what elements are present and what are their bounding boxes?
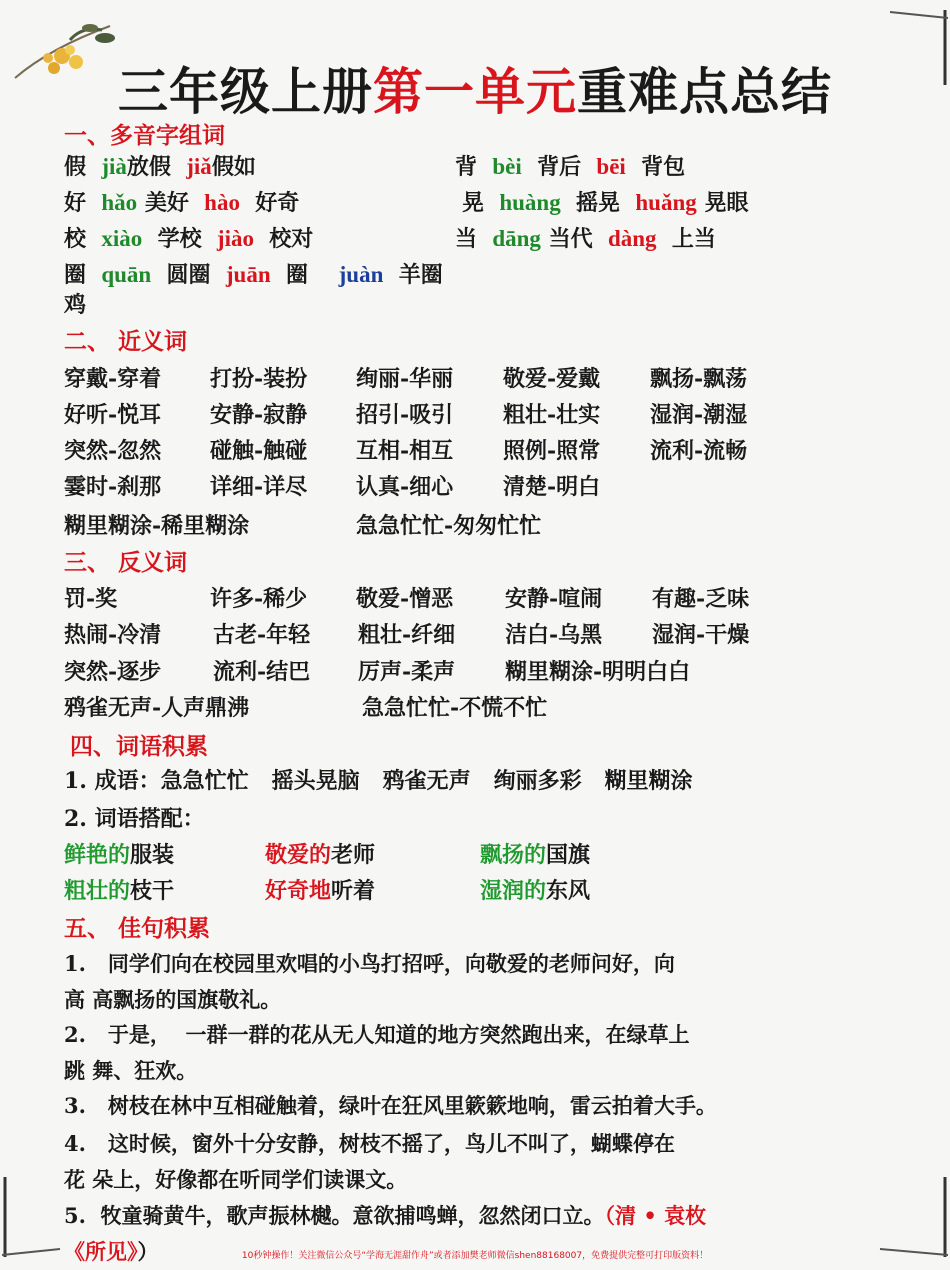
collocation-item bbox=[480, 838, 590, 869]
sentence-line: 4. 这时候，窗外十分安静，树枝不摇了，鸟儿不叫了，蝴蝶停在 bbox=[64, 1131, 675, 1156]
title-part-3: 重难点总结 bbox=[577, 63, 832, 121]
polyphone-row bbox=[64, 222, 313, 253]
polyphone-char: 鸡 bbox=[64, 292, 87, 318]
polyphone-row bbox=[455, 222, 716, 253]
sentence-line: 跳 舞、狂欢。 bbox=[64, 1058, 198, 1083]
pinyin: juān bbox=[225, 262, 271, 287]
sentence-line: 高 高飘扬的国旗敬礼。 bbox=[64, 987, 282, 1012]
collocation-modifier: 鲜艳的 bbox=[64, 842, 131, 868]
synonym-pair: 突然-忽然 bbox=[64, 438, 162, 464]
pinyin: huǎng bbox=[635, 190, 697, 215]
antonym-pair: 湿润-干燥 bbox=[652, 622, 750, 648]
word: 当代 bbox=[548, 226, 593, 252]
antonym-pair: 鸦雀无声-人声鼎沸 bbox=[64, 695, 250, 721]
pinyin: xiào bbox=[101, 226, 143, 251]
sentence-item bbox=[64, 1126, 854, 1198]
synonym-pair: 绚丽-华丽 bbox=[356, 366, 454, 392]
antonym-pair: 突然-逐步 bbox=[64, 659, 162, 685]
section-heading-vocabulary: 四、词语积累 bbox=[70, 734, 208, 760]
polyphone-char: 晃 bbox=[462, 190, 485, 216]
polyphone-char: 校 bbox=[64, 226, 87, 252]
collocation-modifier: 敬爱的 bbox=[265, 842, 332, 868]
collocation-label: 2. 词语搭配： bbox=[64, 806, 205, 832]
collocation-item bbox=[480, 874, 590, 905]
antonym-pair: 粗壮-纤细 bbox=[358, 622, 456, 648]
synonym-pair: 糊里糊涂-稀里糊涂 bbox=[64, 513, 250, 539]
title-part-1: 三年级上册 bbox=[118, 63, 373, 121]
antonym-pair: 罚-奖 bbox=[64, 586, 118, 612]
sentence-line-wrap bbox=[64, 1198, 854, 1234]
word: 背包 bbox=[641, 154, 686, 180]
word: 美好 bbox=[144, 190, 189, 216]
antonym-pair: 急急忙忙-不慌不忙 bbox=[362, 695, 548, 721]
pinyin: bèi bbox=[492, 154, 522, 179]
polyphone-row bbox=[64, 186, 299, 217]
pinyin: jià bbox=[101, 154, 127, 179]
antonym-pair: 敬爱-憎恶 bbox=[356, 586, 454, 612]
word: 校对 bbox=[269, 226, 314, 252]
synonym-pair: 流利-流畅 bbox=[650, 438, 748, 464]
synonym-pair: 清楚-明白 bbox=[503, 474, 601, 500]
section-heading-antonyms: 三、 反义词 bbox=[64, 550, 188, 576]
antonym-pair: 厉声-柔声 bbox=[358, 659, 456, 685]
poem-title: 《所见》 bbox=[64, 1239, 138, 1264]
synonym-pair: 碰触-触碰 bbox=[210, 438, 308, 464]
polyphone-row bbox=[64, 258, 443, 289]
title-part-2: 第一单元 bbox=[373, 63, 577, 121]
pinyin: bēi bbox=[596, 154, 626, 179]
antonym-pair: 古老-年轻 bbox=[213, 622, 311, 648]
polyphone-row bbox=[64, 288, 86, 319]
collocation-item bbox=[64, 874, 174, 905]
synonym-pair: 安静-寂静 bbox=[210, 402, 308, 428]
collocation-noun: 东风 bbox=[546, 878, 591, 904]
pinyin: hǎo bbox=[101, 190, 138, 215]
word: 羊圈 bbox=[398, 262, 443, 288]
sentence-line: 3. 树枝在林中互相碰触着，绿叶在狂风里簌簌地响，雷云拍着大手。 bbox=[64, 1093, 717, 1118]
antonym-pair: 糊里糊涂-明明白白 bbox=[505, 659, 691, 685]
polyphone-row bbox=[455, 150, 685, 181]
collocation-item bbox=[265, 874, 375, 905]
antonym-pair: 有趣-乏味 bbox=[652, 586, 750, 612]
sentence-line: 5. 牧童骑黄牛，歌声振林樾。意欲捕鸣蝉，忽然闭口立。 bbox=[64, 1203, 605, 1228]
sentence-item bbox=[64, 946, 854, 1018]
word: 上当 bbox=[671, 226, 716, 252]
synonym-pair: 湿润-潮湿 bbox=[650, 402, 748, 428]
synonym-pair: 认真-细心 bbox=[356, 474, 454, 500]
pinyin: juàn bbox=[338, 262, 384, 287]
footer-note: 10秒钟操作！关注微信公众号“学海无涯甜作舟”或者添加樊老师微信shen88168007，免费提供完整可打印版资料！ bbox=[241, 1251, 709, 1261]
pinyin: dàng bbox=[607, 226, 657, 251]
collocation-noun: 国旗 bbox=[546, 842, 591, 868]
synonym-pair: 详细-详尽 bbox=[210, 474, 308, 500]
synonym-pair: 飘扬-飘荡 bbox=[650, 366, 748, 392]
synonym-pair: 粗壮-壮实 bbox=[503, 402, 601, 428]
word: 好奇 bbox=[255, 190, 300, 216]
synonym-pair: 敬爱-爱戴 bbox=[503, 366, 601, 392]
antonym-pair: 许多-稀少 bbox=[210, 586, 308, 612]
polyphone-row bbox=[462, 186, 748, 217]
idioms-list: 急急忙忙 摇头晃脑 鸦雀无声 绚丽多彩 糊里糊涂 bbox=[160, 768, 693, 794]
synonym-pair: 急急忙忙-匆匆忙忙 bbox=[356, 513, 542, 539]
collocation-modifier: 粗壮的 bbox=[64, 878, 131, 904]
synonym-pair: 照例-照常 bbox=[503, 438, 601, 464]
word: 圆圈 bbox=[166, 262, 211, 288]
collocation-noun: 听着 bbox=[331, 878, 376, 904]
antonym-pair: 安静-喧闹 bbox=[505, 586, 603, 612]
antonym-pair: 热闹-冷清 bbox=[64, 622, 162, 648]
collocation-noun: 枝干 bbox=[130, 878, 175, 904]
sentence-item bbox=[64, 1017, 854, 1089]
collocation-item bbox=[64, 838, 174, 869]
section-heading-sentences: 五、 佳句积累 bbox=[64, 916, 211, 942]
word: 背后 bbox=[537, 154, 582, 180]
collocation-noun: 老师 bbox=[331, 842, 376, 868]
collocation-noun: 服装 bbox=[130, 842, 175, 868]
word: 假如 bbox=[211, 154, 256, 180]
polyphone-char: 圈 bbox=[64, 262, 87, 288]
page-title bbox=[0, 52, 950, 124]
synonym-pair: 打扮-装扮 bbox=[210, 366, 308, 392]
synonym-pair: 招引-吸引 bbox=[356, 402, 454, 428]
sentence-item bbox=[64, 1088, 854, 1124]
idioms-label: 1. 成语： bbox=[64, 768, 161, 794]
antonym-pair: 洁白-乌黑 bbox=[505, 622, 603, 648]
synonym-pair: 互相-相互 bbox=[356, 438, 454, 464]
word: 学校 bbox=[157, 226, 202, 252]
pinyin: hào bbox=[204, 190, 240, 215]
polyphone-char: 假 bbox=[64, 154, 87, 180]
synonym-pair: 穿戴-穿着 bbox=[64, 366, 162, 392]
word: 晃眼 bbox=[704, 190, 749, 216]
word: 放假 bbox=[126, 154, 171, 180]
sentence-line: 花 朵上，好像都在听同学们读课文。 bbox=[64, 1167, 408, 1192]
polyphone-row bbox=[64, 150, 256, 181]
close-paren: ） bbox=[137, 1239, 159, 1264]
word: 圈 bbox=[285, 262, 308, 288]
section-heading-synonyms: 二、 近义词 bbox=[64, 329, 188, 355]
collocation-item bbox=[265, 838, 375, 869]
pinyin: dāng bbox=[492, 226, 541, 251]
pinyin: quān bbox=[101, 262, 152, 287]
pinyin: jiǎ bbox=[186, 154, 212, 179]
polyphone-char: 当 bbox=[455, 226, 478, 252]
pinyin: jiào bbox=[216, 226, 254, 251]
synonym-pair: 霎时-刹那 bbox=[64, 474, 162, 500]
sentence-line: 1. 同学们向在校园里欢唱的小鸟打招呼，向敬爱的老师问好，向 bbox=[64, 951, 675, 976]
section-heading-polyphones: 一、多音字组词 bbox=[64, 123, 225, 149]
synonym-pair: 好听-悦耳 bbox=[64, 402, 162, 428]
polyphone-char: 背 bbox=[455, 154, 478, 180]
word: 摇晃 bbox=[576, 190, 621, 216]
sentence-line: 2. 于是， 一群一群的花从无人知道的地方突然跑出来，在绿草上 bbox=[64, 1022, 690, 1047]
idioms-row bbox=[64, 764, 693, 795]
poem-source: （清 • 袁枚 bbox=[604, 1203, 707, 1228]
collocation-modifier: 好奇地 bbox=[265, 878, 332, 904]
collocation-modifier: 湿润的 bbox=[480, 878, 547, 904]
polyphone-char: 好 bbox=[64, 190, 87, 216]
collocation-modifier: 飘扬的 bbox=[480, 842, 547, 868]
antonym-pair: 流利-结巴 bbox=[213, 659, 311, 685]
pinyin: huàng bbox=[499, 190, 561, 215]
